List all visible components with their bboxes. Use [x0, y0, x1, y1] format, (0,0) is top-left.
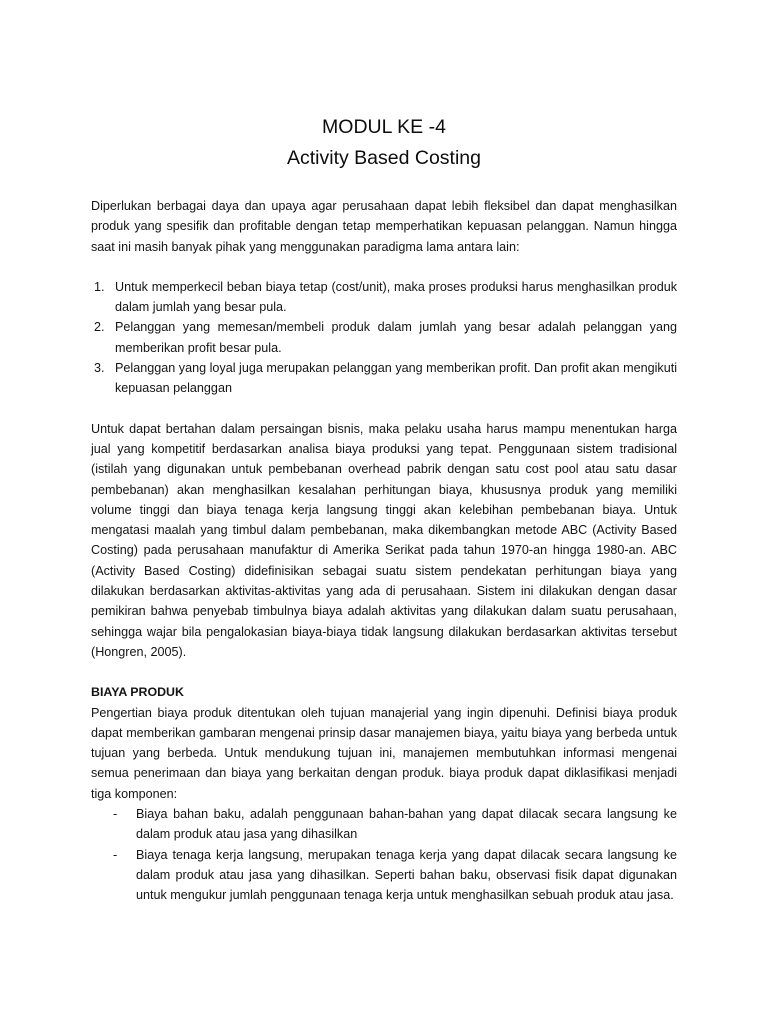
module-title: MODUL KE -4: [322, 116, 446, 138]
list-item: [91, 358, 677, 399]
list-item: [91, 277, 677, 318]
list-item-text: Pelanggan yang loyal juga merupakan pelanggan yang memberikan profit. Dan profit akan mengikuti kepuasan pelanggan: [115, 361, 677, 396]
abc-paragraph: Untuk dapat bertahan dalam persaingan bisnis, maka pelaku usaha harus mampu menentukan harga jual yang kompetitif berdasarkan analisa biaya produksi yang tepat. Penggunaan sistem tradisional (istilah yang digunakan untuk pembebanan overhead pabrik dengan satu cost pool atau satu dasar pembebanan) akan menghasilkan kesalahan perhitungan biaya, khususnya produk yang memiliki volume tinggi dan biaya tenaga kerja langsung tinggi akan kelebihan pembebanan biaya. Untuk mengatasi maalah yang timbul dalam pembebanan, maka dikembangkan metode ABC (Activity Based Costing) pada perusahaan manufaktur di Amerika Serikat pada tahun 1970-an hingga 1980-an. ABC (Activity Based Costing) didefinisikan sebagai suatu sistem pendekatan perhitungan biaya yang dilakukan berdasarkan aktivitas-aktivitas yang ada di perusahaan. Sistem ini dilakukan dengan dasar pemikiran bahwa penyebab timbulnya biaya adalah aktivitas yang dilakukan dalam suatu perusahaan, sehingga wajar bila pengalokasian biaya-biaya tidak langsung dilakukan berdasarkan aktivitas tersebut (Hongren, 2005).: [91, 421, 677, 659]
list-item-text: Pelanggan yang memesan/membeli produk dalam jumlah yang besar adalah pelanggan yang memberikan profit besar pula.: [115, 320, 677, 355]
title-block: [0, 112, 768, 174]
dash-list: [91, 804, 677, 905]
dash-item: [91, 845, 677, 906]
dash-marker: -: [113, 807, 118, 822]
list-item-text: Untuk memperkecil beban biaya tetap (cost/unit), maka proses produksi harus menghasilkan produk dalam jumlah yang besar pula.: [115, 279, 677, 315]
list-marker: 3.: [94, 361, 105, 376]
module-subtitle: Activity Based Costing: [286, 147, 481, 169]
dash-item: [91, 804, 677, 845]
document-body: [91, 196, 677, 906]
biaya-produk-paragraph: Pengertian biaya produk ditentukan oleh tujuan manajerial yang ingin dipenuhi. Definisi biaya produk dapat memberikan gambaran mengenai prinsip dasar manajemen biaya, yaitu biaya yang berbeda untuk tujuan yang berbeda. Untuk mendukung tujuan ini, manajemen membutuhkan informasi mengenai semua penerimaan dan biaya yang berkaitan dengan produk. biaya produk dapat diklasifikasi menjadi tiga komponen:: [91, 705, 677, 801]
list-item: [91, 317, 677, 358]
section-heading: BIAYA PRODUK: [91, 685, 184, 700]
dash-item-text: Biaya tenaga kerja langsung, merupakan tenaga kerja yang dapat dilacak secara langsung ke dalam produk atau jasa yang dihasilkan. Seperti bahan baku, observasi fisik dapat digunakan untuk mengukur jumlah penggunaan tenaga kerja untuk menghasilkan sebuah produk atau jasa.: [136, 847, 677, 903]
list-marker: 2.: [94, 320, 105, 335]
list-marker: 1.: [94, 279, 105, 294]
dash-item-text: Biaya bahan baku, adalah penggunaan bahan-bahan yang dapat dilacak secara langsung ke dalam produk atau jasa yang dihasilkan: [136, 807, 677, 842]
numbered-list: [91, 277, 677, 399]
intro-paragraph: Diperlukan berbagai daya dan upaya agar perusahaan dapat lebih fleksibel dan dapat menghasilkan produk yang spesifik dan profitable dengan tetap memperhatikan kepuasan pelanggan. Namun hingga saat ini masih banyak pihak yang menggunakan paradigma lama antara lain:: [91, 199, 677, 254]
dash-marker: -: [113, 847, 118, 862]
